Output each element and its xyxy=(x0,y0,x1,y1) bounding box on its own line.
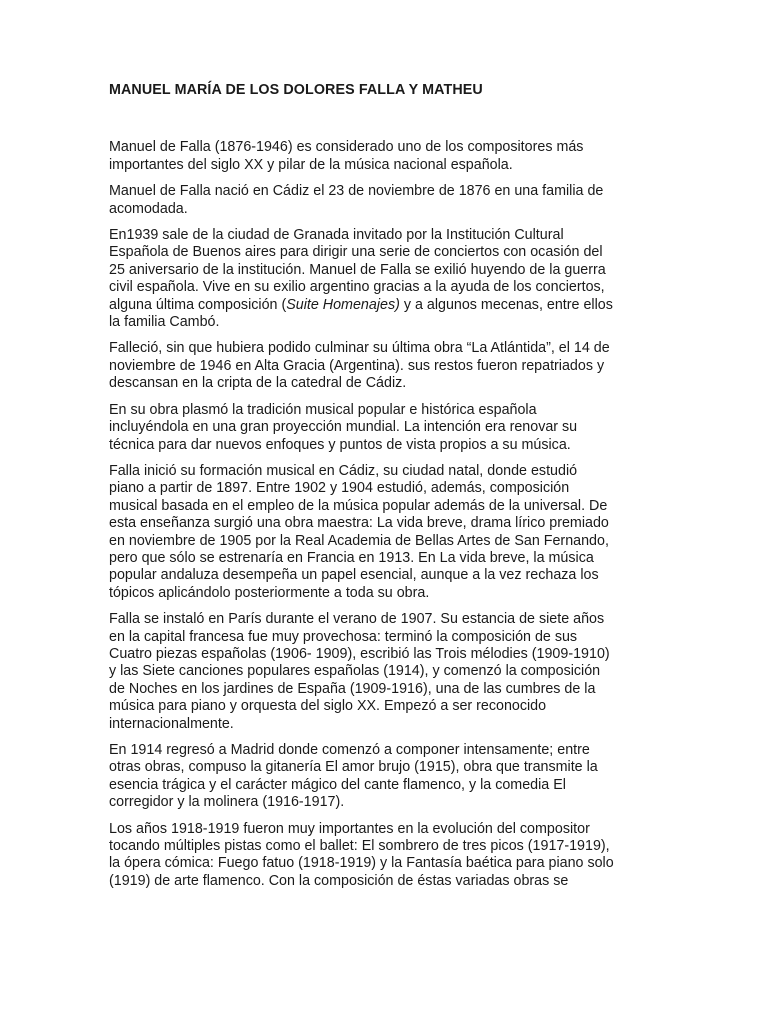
text-line: Manuel de Falla (1876-1946) es considerado uno de los compositores más xyxy=(109,139,584,156)
text-line: Falleció, sin que hubiera podido culminar su última obra “La Atlántida”, el 14 de xyxy=(109,340,610,357)
text-line: en la capital francesa fue muy provechosa: terminó la composición de sus xyxy=(109,628,578,645)
text-line: descansan en la cripta de la catedral de Cádiz. xyxy=(109,375,407,392)
text-line: Falla se instaló en París durante el verano de 1907. Su estancia de siete años xyxy=(109,611,605,628)
text-line: importantes del siglo XX y pilar de la música nacional española. xyxy=(109,156,513,173)
paragraph-work xyxy=(109,402,657,454)
paragraph-paris xyxy=(109,611,657,733)
text-line: pero que sólo se estrenaría en Francia en 1913. En La vida breve, la música xyxy=(109,549,594,566)
paragraph-death xyxy=(109,340,657,392)
text-line: acomodada. xyxy=(109,200,188,217)
text-line: noviembre de 1946 en Alta Gracia (Argentina). sus restos fueron repatriados y xyxy=(109,357,605,374)
text-line: corregidor y la molinera (1916-1917). xyxy=(109,794,345,811)
text-fragment: y a algunos mecenas, entre ellos xyxy=(399,296,613,313)
text-line: Los años 1918-1919 fueron muy importantes en la evolución del compositor xyxy=(109,820,590,837)
text-line: En1939 sale de la ciudad de Granada invitado por la Institución Cultural xyxy=(109,227,564,244)
text-line: en noviembre de 1905 por la Real Academia de Bellas Artes de San Fernando, xyxy=(109,532,609,549)
document-page xyxy=(109,82,657,899)
paragraph-training xyxy=(109,463,657,602)
text-line: internacionalmente. xyxy=(109,715,234,732)
text-line: esta enseñanza surgió una obra maestra: La vida breve, drama lírico premiado xyxy=(109,515,609,532)
paragraph-madrid xyxy=(109,742,657,812)
text-line: piano a partir de 1897. Entre 1902 y 1904 estudió, además, composición xyxy=(109,480,570,497)
text-line: Manuel de Falla nació en Cádiz el 23 de noviembre de 1876 en una familia de xyxy=(109,183,604,200)
text-fragment: alguna última composición ( xyxy=(109,296,287,313)
text-line: popular andaluza desempeña un papel esencial, aunque a la vez rechaza los xyxy=(109,567,599,584)
text-line: la ópera cómica: Fuego fatuo (1918-1919) y la Fantasía baética para piano solo xyxy=(109,855,614,872)
text-line: (1919) de arte flamenco. Con la composición de éstas variadas obras se xyxy=(109,872,569,889)
text-line: En su obra plasmó la tradición musical popular e histórica española xyxy=(109,401,537,418)
text-line: esencia trágica y el carácter mágico del cante flamenco, y la comedia El xyxy=(109,776,566,793)
text-line: otras obras, compuso la gitanería El amor brujo (1915), obra que transmite la xyxy=(109,759,598,776)
text-line: de Noches en los jardines de España (1909-1916), una de las cumbres de la xyxy=(109,680,596,697)
text-line: la familia Cambó. xyxy=(109,314,220,331)
text-line: 25 aniversario de la institución. Manuel de Falla se exilió huyendo de la guerra xyxy=(109,261,606,278)
text-line xyxy=(109,297,613,313)
text-line: técnica para dar nuevos enfoques y puntos de vista propios a su música. xyxy=(109,436,571,453)
paragraph-birth xyxy=(109,183,657,218)
text-line: y las Siete canciones populares españolas (1914), y comenzó la composición xyxy=(109,663,601,680)
text-line: Falla inició su formación musical en Cádiz, su ciudad natal, donde estudió xyxy=(109,462,578,479)
paragraph-1918 xyxy=(109,821,657,891)
text-line: tocando múltiples pistas como el ballet: El sombrero de tres picos (1917-1919), xyxy=(109,838,610,855)
text-line: Cuatro piezas españolas (1906- 1909), escribió las Trois mélodies (1909-1910) xyxy=(109,645,610,662)
document-title: MANUEL MARÍA DE LOS DOLORES FALLA Y MATHEU xyxy=(109,82,483,98)
text-line: Española de Buenos aires para dirigir una serie de conciertos con ocasión del xyxy=(109,244,603,261)
text-line: tópicos aplicándolo posteriormente a toda su obra. xyxy=(109,584,430,601)
text-line: música para piano y orquesta del siglo XX. Empezó a ser reconocido xyxy=(109,698,547,715)
text-line: incluyéndola en una gran proyección mundial. La intención era renovar su xyxy=(109,419,578,436)
paragraph-exile xyxy=(109,227,657,331)
text-line: En 1914 regresó a Madrid donde comenzó a componer intensamente; entre xyxy=(109,742,590,758)
text-line: musical basada en el empleo de la música popular además de la universal. De xyxy=(109,497,608,514)
text-line: civil española. Vive en su exilio argentino gracias a la ayuda de los conciertos, xyxy=(109,279,605,296)
italic-work-title: Suite Homenajes) xyxy=(286,296,400,313)
paragraph-intro xyxy=(109,139,657,174)
